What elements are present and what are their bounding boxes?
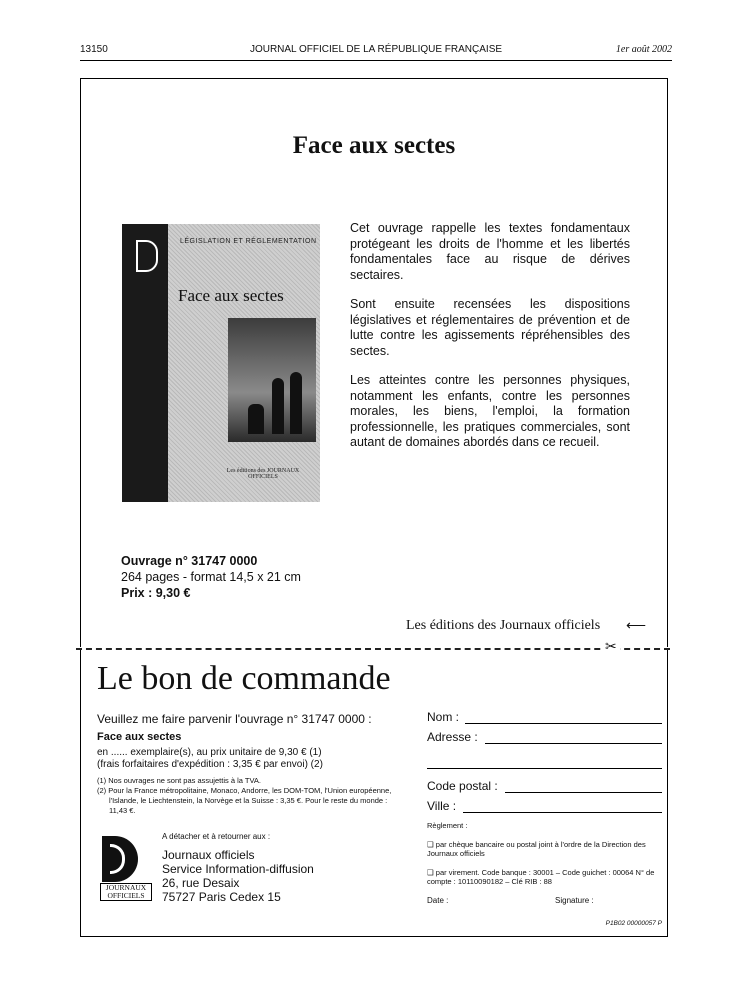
book-price: Prix : 9,30 € <box>121 586 191 600</box>
return-label: A détacher et à retourner aux : <box>162 832 271 841</box>
page-header <box>80 44 672 58</box>
page-number: 13150 <box>80 44 108 55</box>
footnote: (1) Nos ouvrages ne sont pas assujettis à la TVA. <box>97 776 261 785</box>
order-intro: Veuillez me faire parvenir l'ouvrage n° 31747 0000 : <box>97 712 372 726</box>
cover-photo <box>228 318 316 442</box>
issue-date: 1er août 2002 <box>615 44 672 55</box>
footnote: (2) Pour la France métropolitaine, Monaco, Andorre, les DOM-TOM, l'Union européenne, l'Islande, le Liechtenstein, la Norvège et la Suisse : 3,35 €. Pour le reste du monde : 11,43 €. <box>97 786 392 815</box>
cut-line <box>76 648 670 650</box>
ville-field[interactable]: Ville : <box>427 799 662 819</box>
document-code: P1B02 00000057 P <box>605 920 662 927</box>
reglement-label: Règlement : <box>427 821 468 830</box>
nom-field[interactable]: Nom : <box>427 710 662 730</box>
book-info <box>121 553 301 601</box>
book-title: Face aux sectes <box>292 132 456 159</box>
journaux-officiels-logo: JOURNAUX OFFICIELS <box>100 836 150 900</box>
cover-publisher: Les éditions des JOURNAUX OFFICIELS <box>226 468 300 480</box>
order-form-title: Le bon de commande <box>97 660 391 697</box>
description-paragraph: Les atteintes contre les personnes physiques, notamment les enfants, contre les personnes morales, les biens, l'emploi, la formation professionnelle, les pratiques commerciales, sont autant de domaines abordés dans ce recueil. <box>350 373 630 449</box>
book-reference: Ouvrage n° 31747 0000 <box>121 554 258 568</box>
customer-fields <box>427 710 662 908</box>
cover-title: Face aux sectes <box>178 286 284 305</box>
adresse-field[interactable]: Adresse : <box>427 730 662 750</box>
quantity-line: en ...... exemplaire(s), au prix unitaire de 9,30 € (1) <box>97 747 322 758</box>
order-details <box>97 712 407 816</box>
order-book-title: Face aux sectes <box>97 731 182 743</box>
header-rule <box>80 60 672 61</box>
book-description <box>350 221 630 465</box>
scissors-icon: ✂ <box>602 638 620 655</box>
description-paragraph: Cet ouvrage rappelle les textes fondamentaux protégeant les droits de l'homme et les libertés fondamentales face au risque de dérives sectaires. <box>350 221 630 282</box>
cover-logo-icon <box>136 240 158 272</box>
logo-mark-icon <box>102 836 138 882</box>
book-pages-format: 264 pages - format 14,5 x 21 cm <box>121 570 301 584</box>
adresse-line-2[interactable] <box>427 750 662 769</box>
book-cover-image <box>122 224 320 502</box>
payment-cheque-option[interactable]: ❑ par chèque bancaire ou postal joint à l'ordre de la Direction des Journaux officiels <box>427 840 646 858</box>
date-label: Date : <box>427 896 449 905</box>
payment-virement-option[interactable]: ❑ par virement. Code banque : 30001 – Code guichet : 00064 N° de compte : 10110090182 – Clé RIB : 88 <box>427 868 655 886</box>
return-address: Journaux officiels Service Information-diffusion 26, rue Desaix 75727 Paris Cedex 15 <box>162 848 314 904</box>
shipping-line: (frais forfaitaires d'expédition : 3,35 € par envoi) (2) <box>97 759 323 770</box>
cover-series: LÉGISLATION ET RÉGLEMENTATION <box>180 238 317 245</box>
signature-label: Signature : <box>555 896 594 905</box>
editions-label: Les éditions des Journaux officiels <box>406 618 601 633</box>
journal-title: JOURNAL OFFICIEL DE LA RÉPUBLIQUE FRANÇAISE <box>249 44 503 55</box>
arrow-left-icon: ⟵ <box>626 617 647 633</box>
code-postal-field[interactable]: Code postal : <box>427 779 662 799</box>
description-paragraph: Sont ensuite recensées les dispositions législatives et réglementaires de prévention et de lutte contre les agissements répréhensibles des sectes. <box>350 297 630 358</box>
